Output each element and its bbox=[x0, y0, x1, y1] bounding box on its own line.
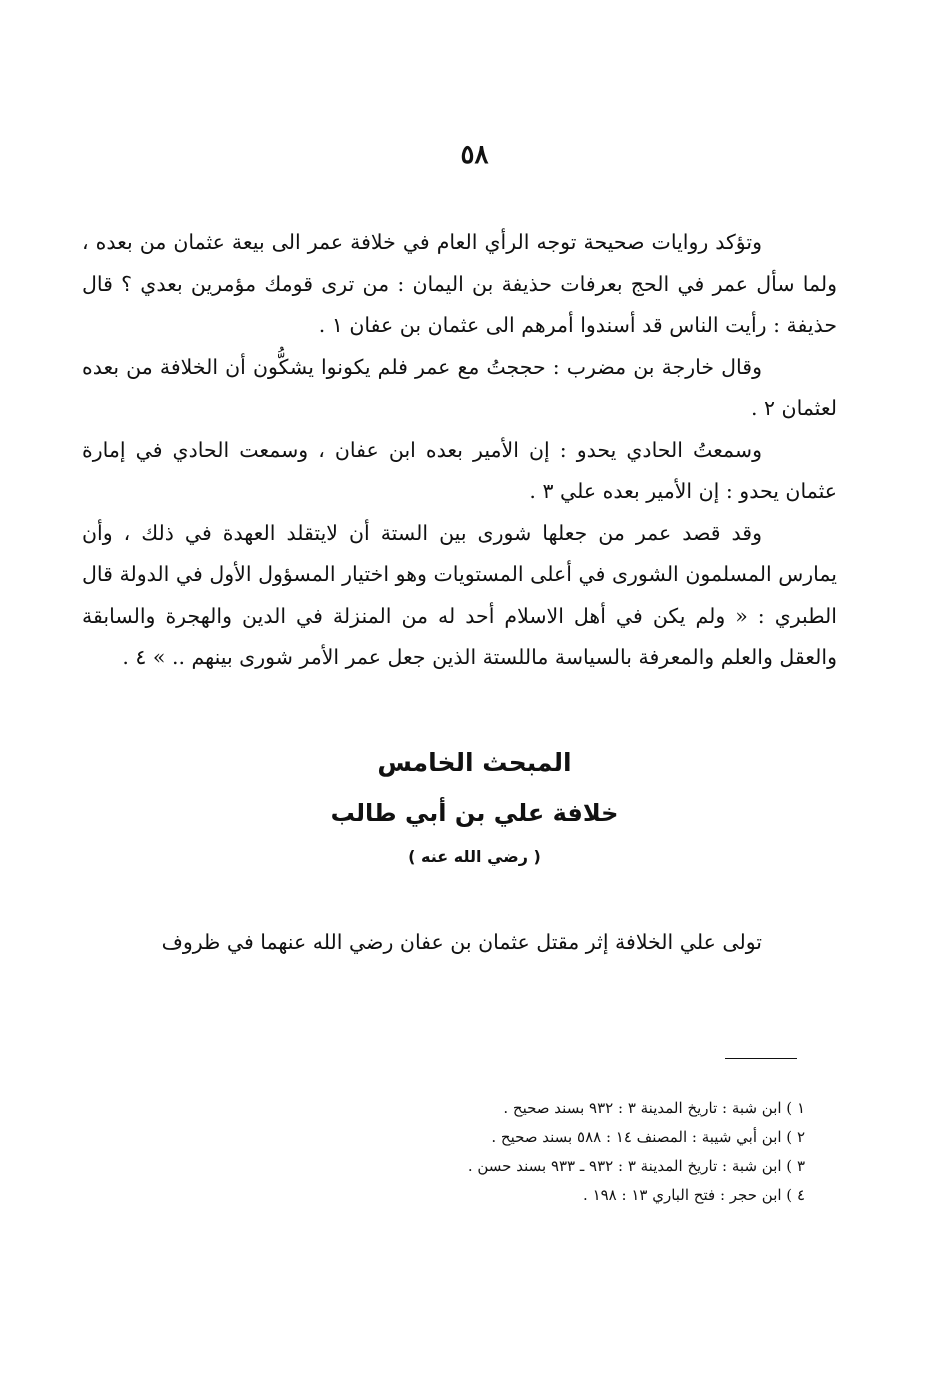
section-honorific: ( رضي الله عنه ) bbox=[408, 847, 541, 866]
footnote-2: ٢ ) ابن أبي شيبة : المصنف ١٤ : ٥٨٨ بسند صحيح . bbox=[491, 1128, 805, 1146]
paragraph-1: وتؤكد روايات صحيحة توجه الرأي العام في خلافة عمر الى بيعة عثمان من بعده ، ولما سأل عمر في الحج بعرفات حذيفة بن اليمان : من ترى قومك مؤمرين بعدي ؟ قال حذيفة : رأيت الناس قد أسندوا أمرهم الى عثمان بن عفان ١ . bbox=[82, 230, 837, 337]
footnotes bbox=[300, 1094, 805, 1210]
footnote-4: ٤ ) ابن حجر : فتح الباري ١٣ : ١٩٨ . bbox=[583, 1186, 805, 1204]
paragraph-4: وقد قصد عمر من جعلها شورى بين الستة أن لايتقلد العهدة في ذلك ، وأن يمارس المسلمون الشورى في أعلى المستويات وهو اختيار المسؤول الأول في الدولة قال الطبري : « ولم يكن في أهل الاسلام أحد له من المنزلة في الدين والهجرة والسابقة والعقل والعلم والمعرفة بالسياسة ماللستة الذين جعل عمر الأمر شورى بينهم .. » ٤ . bbox=[82, 520, 837, 669]
section-subheading: خلافة علي بن أبي طالب bbox=[330, 799, 619, 827]
paragraph-2: وقال خارجة بن مضرب : حججتُ مع عمر فلم يكونوا يشكُّون أن الخلافة من بعده لعثمان ٢ . bbox=[82, 354, 837, 420]
page-number: ٥٨ bbox=[460, 140, 489, 170]
footnote-3: ٣ ) ابن شبة : تاريخ المدينة ٣ : ٩٣٢ ـ ٩٣٣ بسند حسن . bbox=[467, 1157, 805, 1175]
section-heading: المبحث الخامس bbox=[377, 748, 572, 777]
footnote-1: ١ ) ابن شبة : تاريخ المدينة ٣ : ٩٣٢ بسند صحيح . bbox=[503, 1099, 805, 1117]
section-opening-line: تولى علي الخلافة إثر مقتل عثمان بن عفان رضي الله عنهما في ظروف bbox=[161, 930, 762, 954]
paragraph-3: وسمعتُ الحادي يحدو : إن الأمير بعده ابن عفان ، وسمعت الحادي في إمارة عثمان يحدو : إن الأمير بعده علي ٣ . bbox=[82, 437, 837, 503]
body-text bbox=[82, 222, 837, 679]
section-headings bbox=[0, 738, 949, 876]
footnote-divider bbox=[725, 1058, 797, 1059]
